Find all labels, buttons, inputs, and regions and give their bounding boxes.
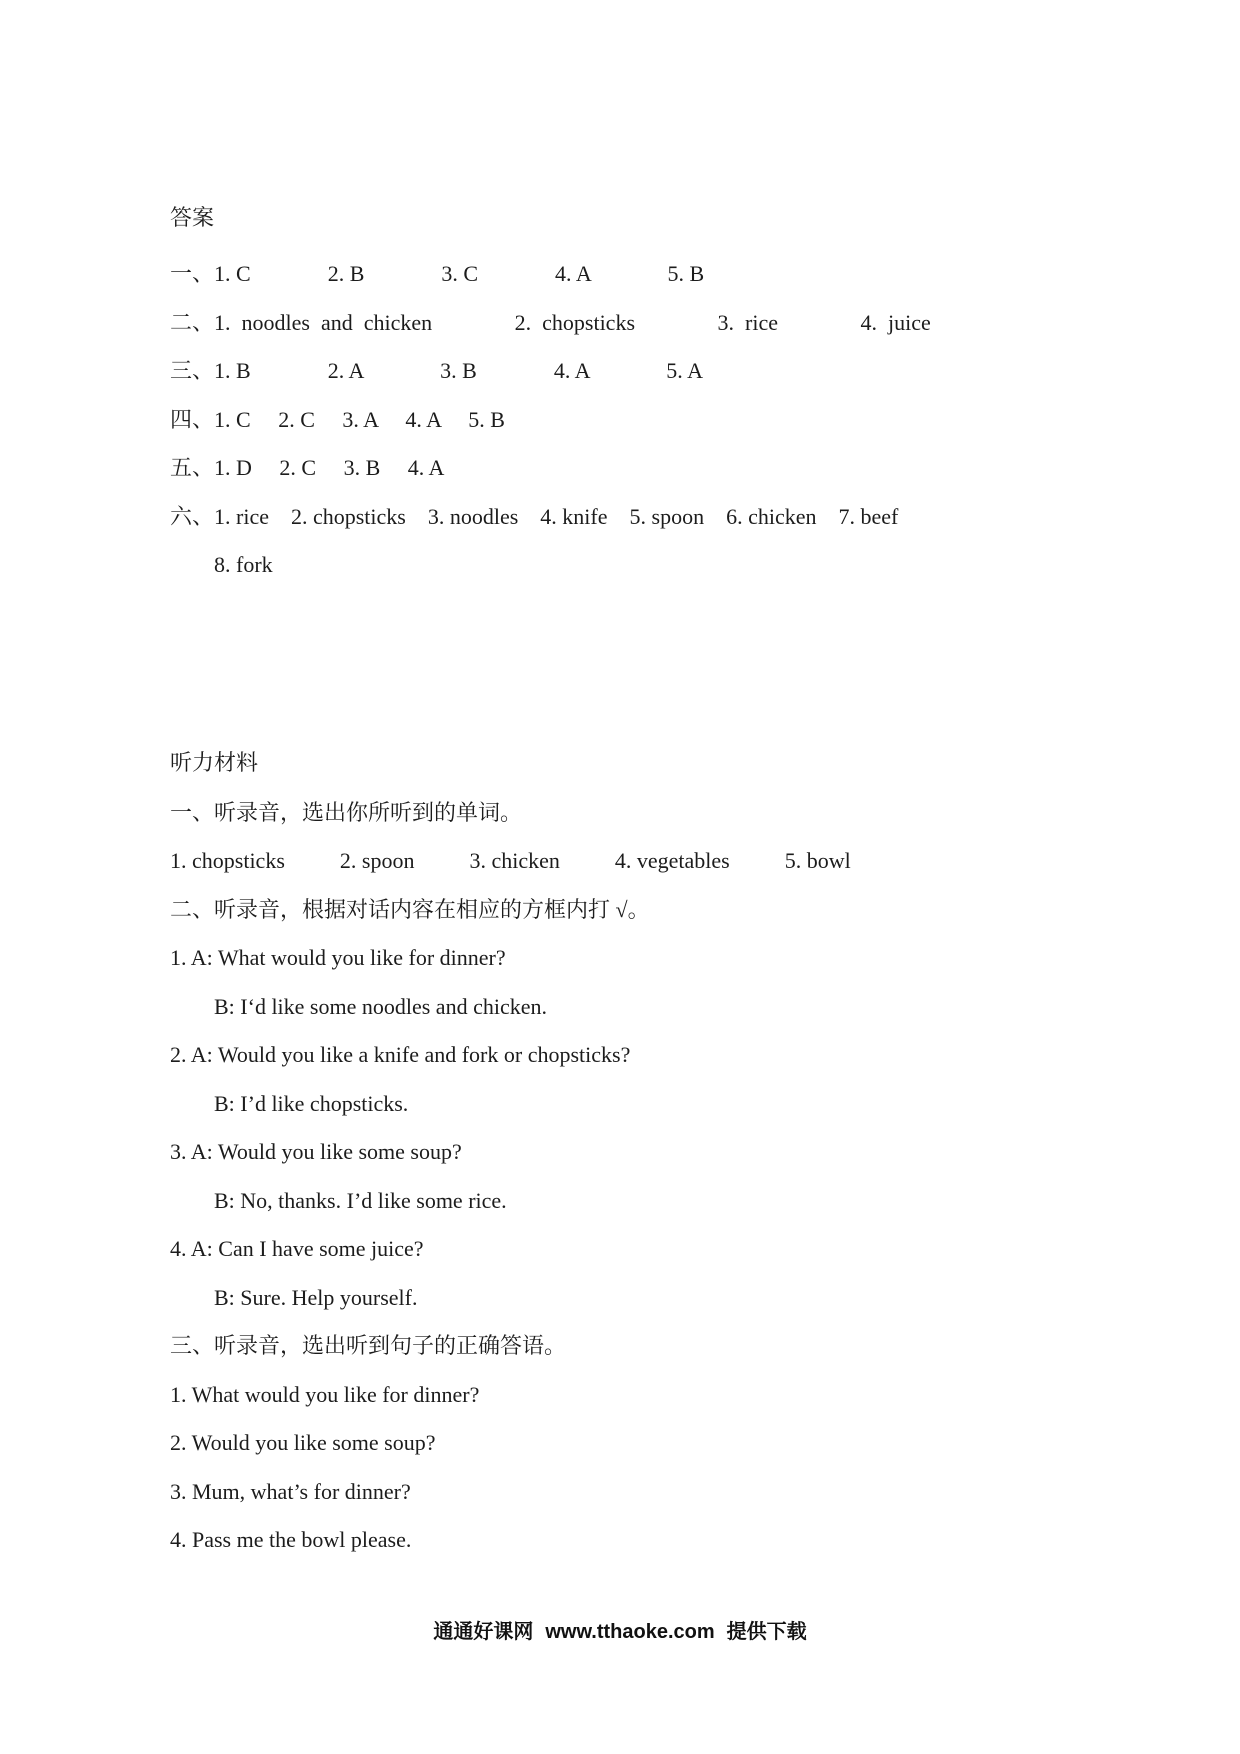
answer-row-3 bbox=[170, 347, 1150, 396]
answer-row-6-items: 1. rice 2. chopsticks 3. noodles 4. knife 5. spoon 6. chicken 7. beef bbox=[214, 503, 899, 529]
sentence-1: 1. What would you like for dinner? bbox=[170, 1381, 480, 1407]
dialogue-3-b: B: No, thanks. I’d like some rice. bbox=[214, 1187, 507, 1213]
dialogue-2-a: 2. A: Would you like a knife and fork or chopsticks? bbox=[170, 1042, 631, 1067]
sentence-4: 4. Pass me the bowl please. bbox=[170, 1527, 412, 1552]
footer-download-note: 提供下载 bbox=[726, 1621, 807, 1643]
page-footer bbox=[0, 1618, 1240, 1646]
answer-row-5-items: 1. D 2. C 3. B 4. A bbox=[214, 455, 445, 480]
listening-part1-instruction: 一、听录音，选出你所听到的单词。 bbox=[170, 799, 523, 825]
dialogue-3-a: 3. A: Would you like some soup? bbox=[170, 1139, 462, 1164]
answer-row-6 bbox=[170, 493, 1150, 542]
dialogue-1-a: 1. A: What would you like for dinner? bbox=[170, 945, 506, 970]
footer-site-url: www.tthaoke.com bbox=[545, 1621, 715, 1643]
answer-row-5-label: 五、 bbox=[170, 455, 215, 480]
listening-part3-instruction: 三、听录音，选出听到句子的正确答语。 bbox=[170, 1333, 567, 1358]
listening-section bbox=[170, 789, 1150, 1565]
answers-heading: 答案 bbox=[170, 205, 215, 230]
listening-heading: 听力材料 bbox=[170, 749, 259, 775]
dialogue-4-b: B: Sure. Help yourself. bbox=[214, 1284, 418, 1310]
dialogue-1-b: B: I‘d like some noodles and chicken. bbox=[214, 993, 547, 1019]
dialogue-2-b: B: I’d like chopsticks. bbox=[214, 1090, 409, 1116]
answer-row-7 bbox=[170, 541, 1150, 590]
footer-site-name: 通通好课网 bbox=[433, 1621, 534, 1643]
answer-row-4-label: 四、 bbox=[170, 406, 215, 432]
listening-part1-words: 1. chopsticks 2. spoon 3. chicken 4. vegetables 5. bowl bbox=[170, 848, 851, 873]
sentence-3: 3. Mum, what’s for dinner? bbox=[170, 1478, 411, 1504]
answer-row-2 bbox=[170, 299, 1150, 348]
answer-row-1 bbox=[170, 250, 1150, 299]
answer-row-2-label: 二、 bbox=[170, 309, 215, 335]
answer-row-1-label: 一、 bbox=[170, 261, 215, 286]
listening-part2-instruction: 二、听录音，根据对话内容在相应的方框内打 √。 bbox=[170, 896, 650, 922]
dialogue-4-a: 4. A: Can I have some juice? bbox=[170, 1236, 424, 1261]
answer-row-3-label: 三、 bbox=[170, 358, 215, 383]
answer-row-3-items: 1. B 2. A 3. B 4. A 5. A bbox=[214, 358, 703, 383]
answer-row-6-label: 六、 bbox=[170, 503, 215, 529]
answer-row-5 bbox=[170, 444, 1150, 493]
sentence-2: 2. Would you like some soup? bbox=[170, 1430, 436, 1455]
answer-row-4 bbox=[170, 396, 1150, 445]
answer-row-2-items: 1. noodles and chicken 2. chopsticks 3. rice 4. juice bbox=[214, 309, 931, 335]
answer-row-4-items: 1. C 2. C 3. A 4. A 5. B bbox=[214, 406, 505, 432]
answer-row-7-items: 8. fork bbox=[214, 552, 273, 577]
answers-section bbox=[170, 250, 1150, 590]
answer-row-1-items: 1. C 2. B 3. C 4. A 5. B bbox=[214, 261, 705, 286]
